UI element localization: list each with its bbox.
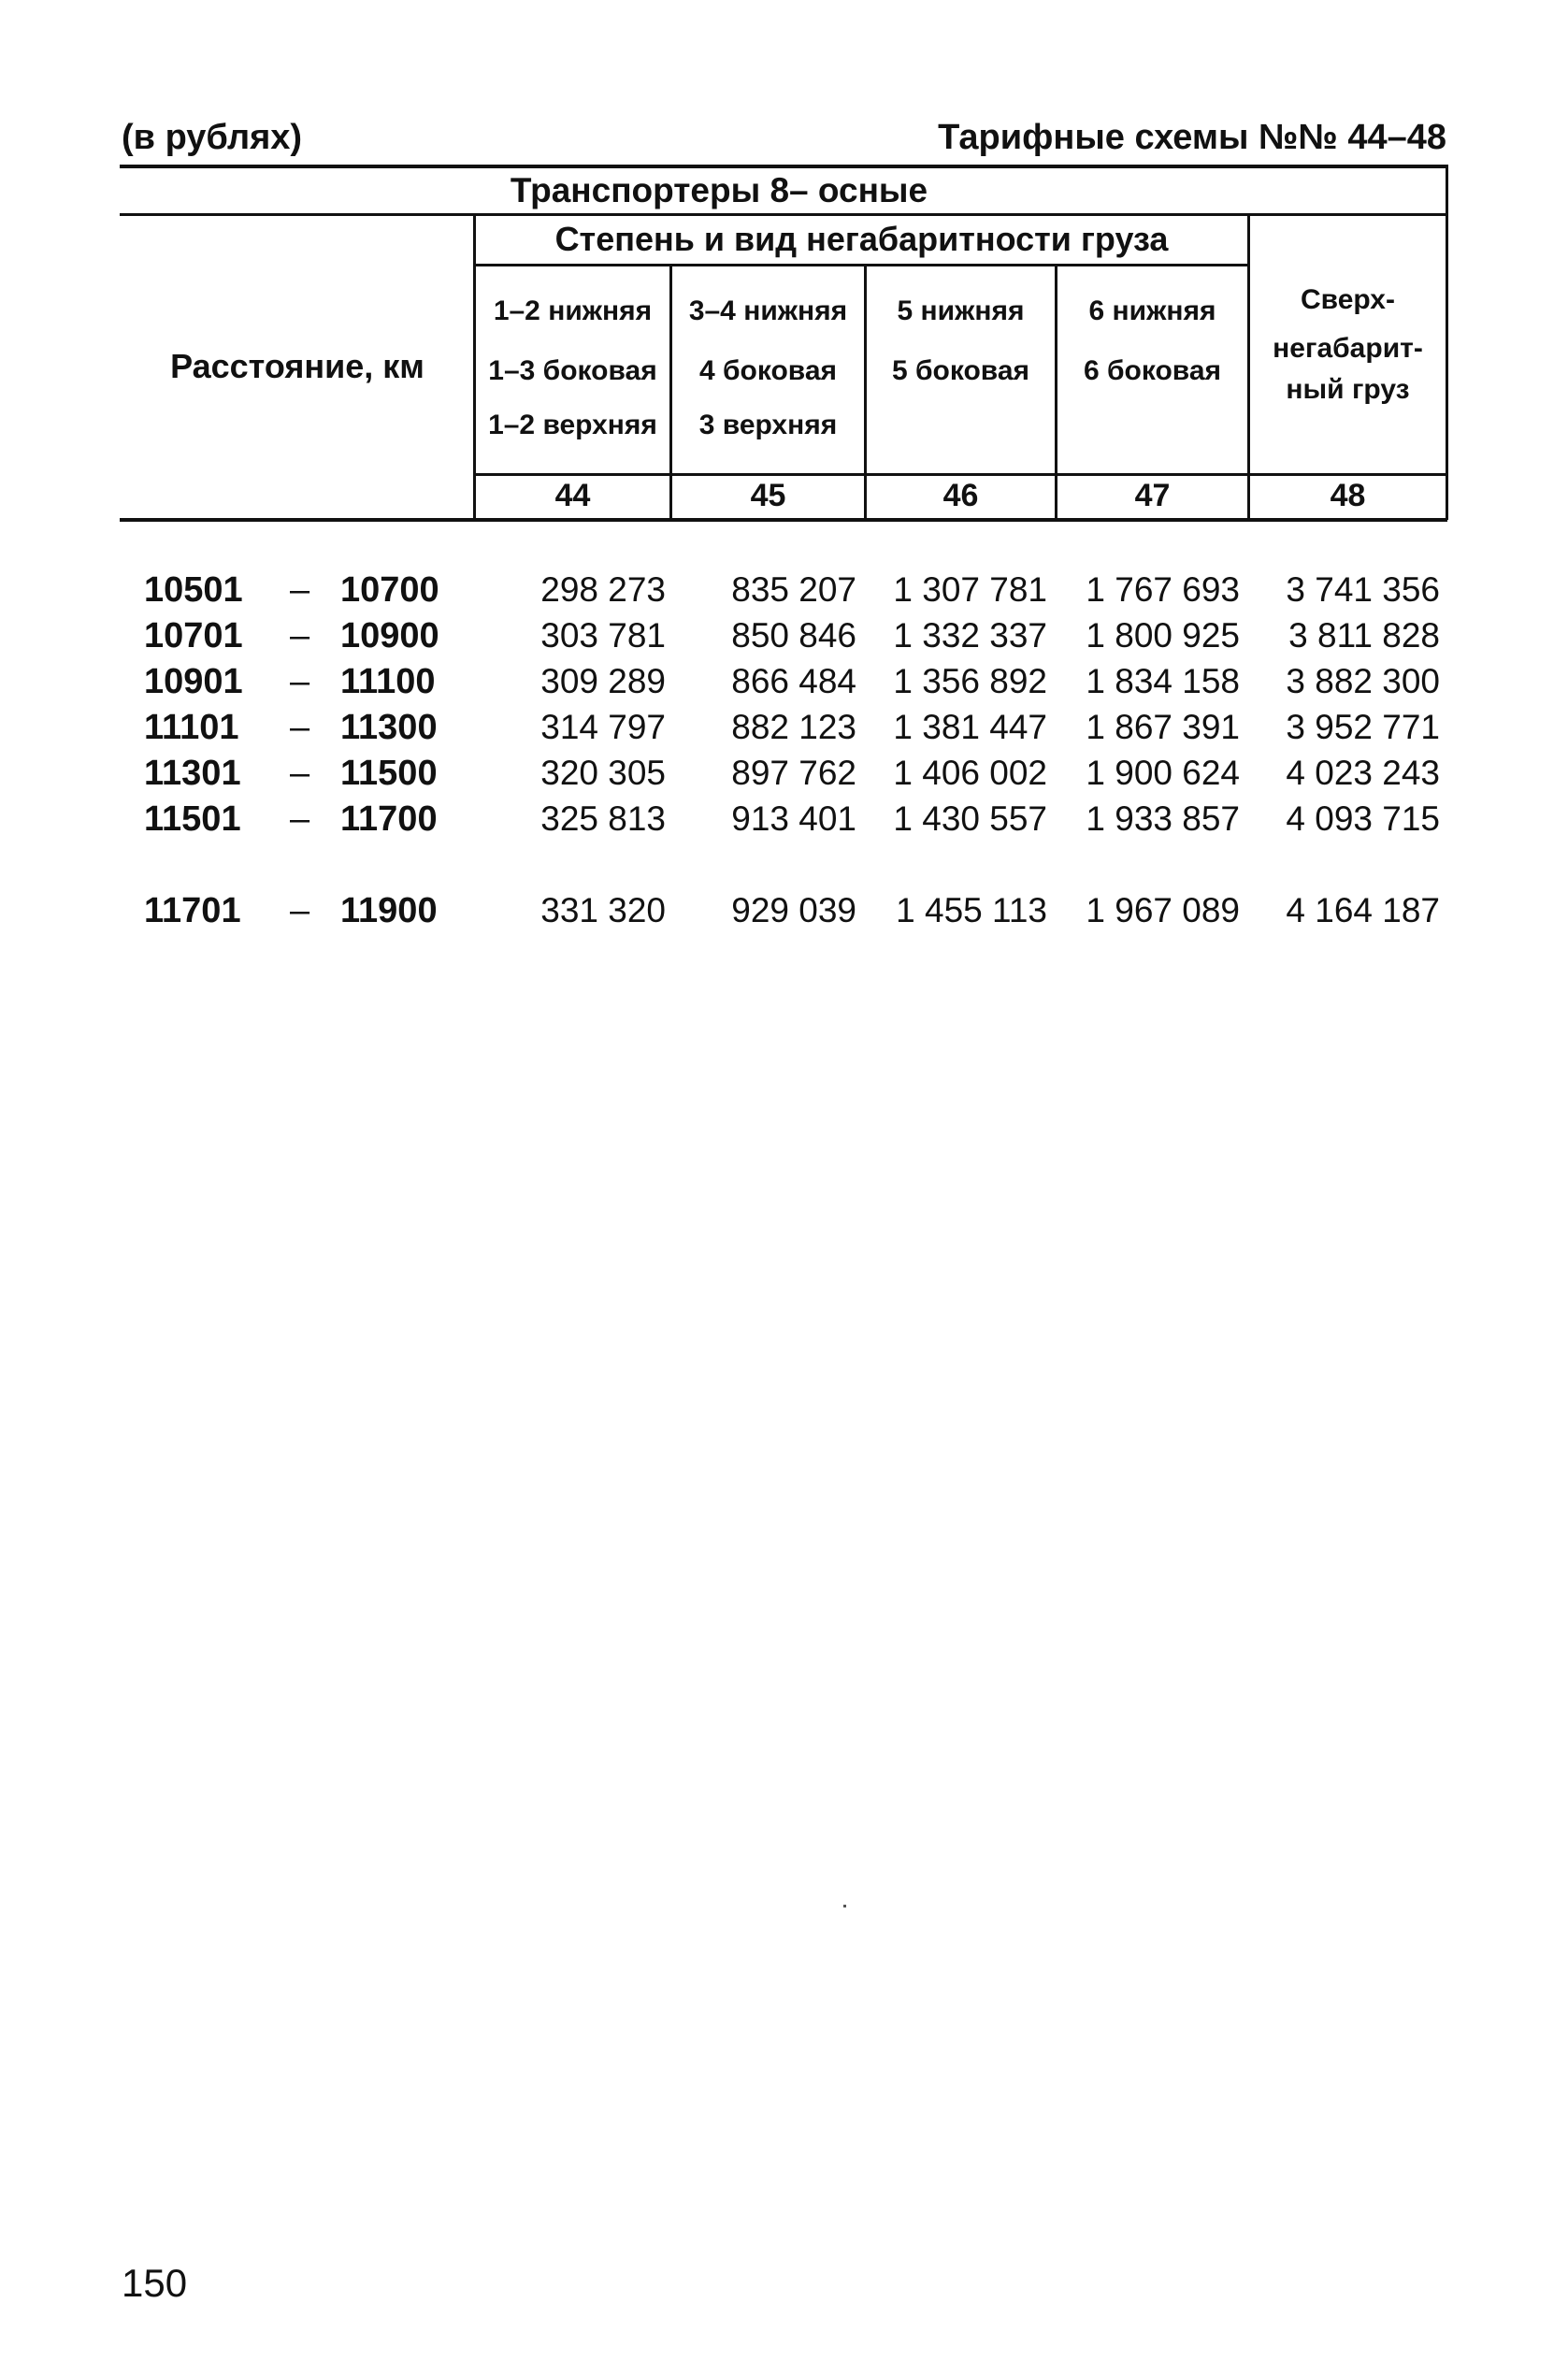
tariff-value-col-46: 1 455 113 bbox=[896, 891, 1047, 929]
tariff-value-col-44: 309 289 bbox=[540, 662, 666, 700]
distance-dash: – bbox=[290, 616, 310, 655]
tariff-value-col-46: 1 381 447 bbox=[893, 708, 1047, 746]
tariff-value-col-47: 1 967 089 bbox=[1086, 891, 1240, 929]
distance-from: 10701 bbox=[144, 616, 243, 655]
distance-to: 10900 bbox=[340, 616, 439, 655]
distance-to: 10700 bbox=[340, 570, 439, 610]
distance-from: 11701 bbox=[144, 891, 241, 930]
tariff-value-col-46: 1 430 557 bbox=[893, 799, 1047, 838]
distance-dash: – bbox=[290, 754, 310, 793]
rule-under-degree bbox=[475, 264, 1250, 266]
tariff-value-col-44: 325 813 bbox=[540, 799, 666, 838]
tariff-value-col-48: 3 882 300 bbox=[1286, 662, 1440, 700]
tariff-value-col-45: 929 039 bbox=[731, 891, 856, 929]
tariff-value-col-44: 320 305 bbox=[540, 754, 666, 792]
scan-speck bbox=[843, 1905, 846, 1907]
col-45-line2: 4 боковая bbox=[698, 355, 838, 386]
distance-header: Расстояние, км bbox=[170, 347, 424, 385]
rule-above-numbers bbox=[475, 473, 1447, 476]
tariff-value-col-46: 1 356 892 bbox=[893, 662, 1047, 700]
col-48-number: 48 bbox=[1330, 478, 1366, 513]
tariff-value-col-46: 1 406 002 bbox=[893, 754, 1047, 792]
tariff-value-col-46: 1 332 337 bbox=[893, 616, 1047, 655]
degree-header: Степень и вид негабаритности груза bbox=[554, 220, 1169, 258]
tariff-value-col-48: 4 023 243 bbox=[1286, 754, 1440, 792]
distance-to: 11900 bbox=[340, 891, 438, 930]
tariff-value-col-48: 3 741 356 bbox=[1286, 570, 1440, 609]
distance-to: 11700 bbox=[340, 799, 438, 839]
col-45-line1: 3–4 нижняя bbox=[688, 295, 848, 326]
distance-from: 11101 bbox=[144, 708, 239, 747]
tariff-value-col-47: 1 900 624 bbox=[1086, 754, 1240, 792]
distance-dash: – bbox=[290, 708, 310, 747]
col-48-line2: негабарит- bbox=[1273, 333, 1423, 364]
col-46-line1: 5 нижняя bbox=[897, 295, 1025, 326]
distance-to: 11300 bbox=[340, 708, 438, 747]
distance-to: 11100 bbox=[340, 662, 436, 701]
tariff-value-col-45: 897 762 bbox=[731, 754, 856, 792]
col-44-number: 44 bbox=[554, 478, 591, 513]
tariff-value-col-46: 1 307 781 bbox=[893, 570, 1047, 609]
tariff-value-col-45: 835 207 bbox=[731, 570, 856, 609]
distance-dash: – bbox=[290, 570, 310, 610]
col-48-line3: ный груз bbox=[1286, 374, 1410, 405]
tariff-value-col-44: 314 797 bbox=[540, 708, 666, 746]
tariff-value-col-45: 882 123 bbox=[731, 708, 856, 746]
tariff-value-col-44: 303 781 bbox=[540, 616, 666, 655]
tariff-value-col-48: 3 811 828 bbox=[1288, 616, 1440, 655]
col-46-line2: 5 боковая bbox=[891, 355, 1030, 386]
vrule-right-edge bbox=[1446, 165, 1448, 520]
distance-to: 11500 bbox=[340, 754, 438, 793]
distance-dash: – bbox=[290, 799, 310, 839]
col-44-line2: 1–3 боковая bbox=[488, 355, 657, 386]
vrule-col-47-48 bbox=[1247, 213, 1250, 520]
rule-top-thick bbox=[120, 165, 1447, 168]
distance-from: 10501 bbox=[144, 570, 243, 610]
tariff-value-col-48: 4 164 187 bbox=[1286, 891, 1440, 929]
page-number: 150 bbox=[122, 2261, 188, 2305]
col-46-number: 46 bbox=[942, 478, 979, 513]
tariff-value-col-48: 4 093 715 bbox=[1286, 799, 1440, 838]
col-47-number: 47 bbox=[1134, 478, 1171, 513]
col-47-line2: 6 боковая bbox=[1083, 355, 1222, 386]
tariff-value-col-45: 850 846 bbox=[731, 616, 856, 655]
col-44-line3: 1–2 верхняя bbox=[488, 410, 657, 440]
tariff-value-col-47: 1 834 158 bbox=[1086, 662, 1240, 700]
group-title: Транспортеры 8– осные bbox=[510, 171, 928, 209]
tariff-value-col-47: 1 933 857 bbox=[1086, 799, 1240, 838]
distance-dash: – bbox=[290, 662, 310, 701]
unit-note: (в рублях) bbox=[122, 118, 303, 157]
tariff-value-col-45: 866 484 bbox=[731, 662, 856, 700]
tariff-value-col-47: 1 767 693 bbox=[1086, 570, 1240, 609]
col-48-line1: Сверх- bbox=[1300, 284, 1395, 315]
col-44-line1: 1–2 нижняя bbox=[493, 295, 653, 326]
tariff-value-col-47: 1 800 925 bbox=[1086, 616, 1240, 655]
rule-degree-top bbox=[475, 213, 1250, 216]
tariff-value-col-47: 1 867 391 bbox=[1086, 708, 1240, 746]
col-45-line3: 3 верхняя bbox=[698, 410, 838, 440]
distance-from: 10901 bbox=[144, 662, 243, 701]
tariff-value-col-48: 3 952 771 bbox=[1286, 708, 1440, 746]
tariff-value-col-44: 298 273 bbox=[540, 570, 666, 609]
tariff-value-col-45: 913 401 bbox=[731, 799, 856, 838]
distance-dash: – bbox=[290, 891, 310, 930]
distance-from: 11301 bbox=[144, 754, 241, 793]
tariff-value-col-44: 331 320 bbox=[540, 891, 666, 929]
col-45-number: 45 bbox=[750, 478, 786, 513]
distance-from: 11501 bbox=[144, 799, 241, 839]
tariff-schemes-title: Тарифные схемы №№ 44–48 bbox=[938, 118, 1446, 157]
col-47-line1: 6 нижняя bbox=[1088, 295, 1216, 326]
